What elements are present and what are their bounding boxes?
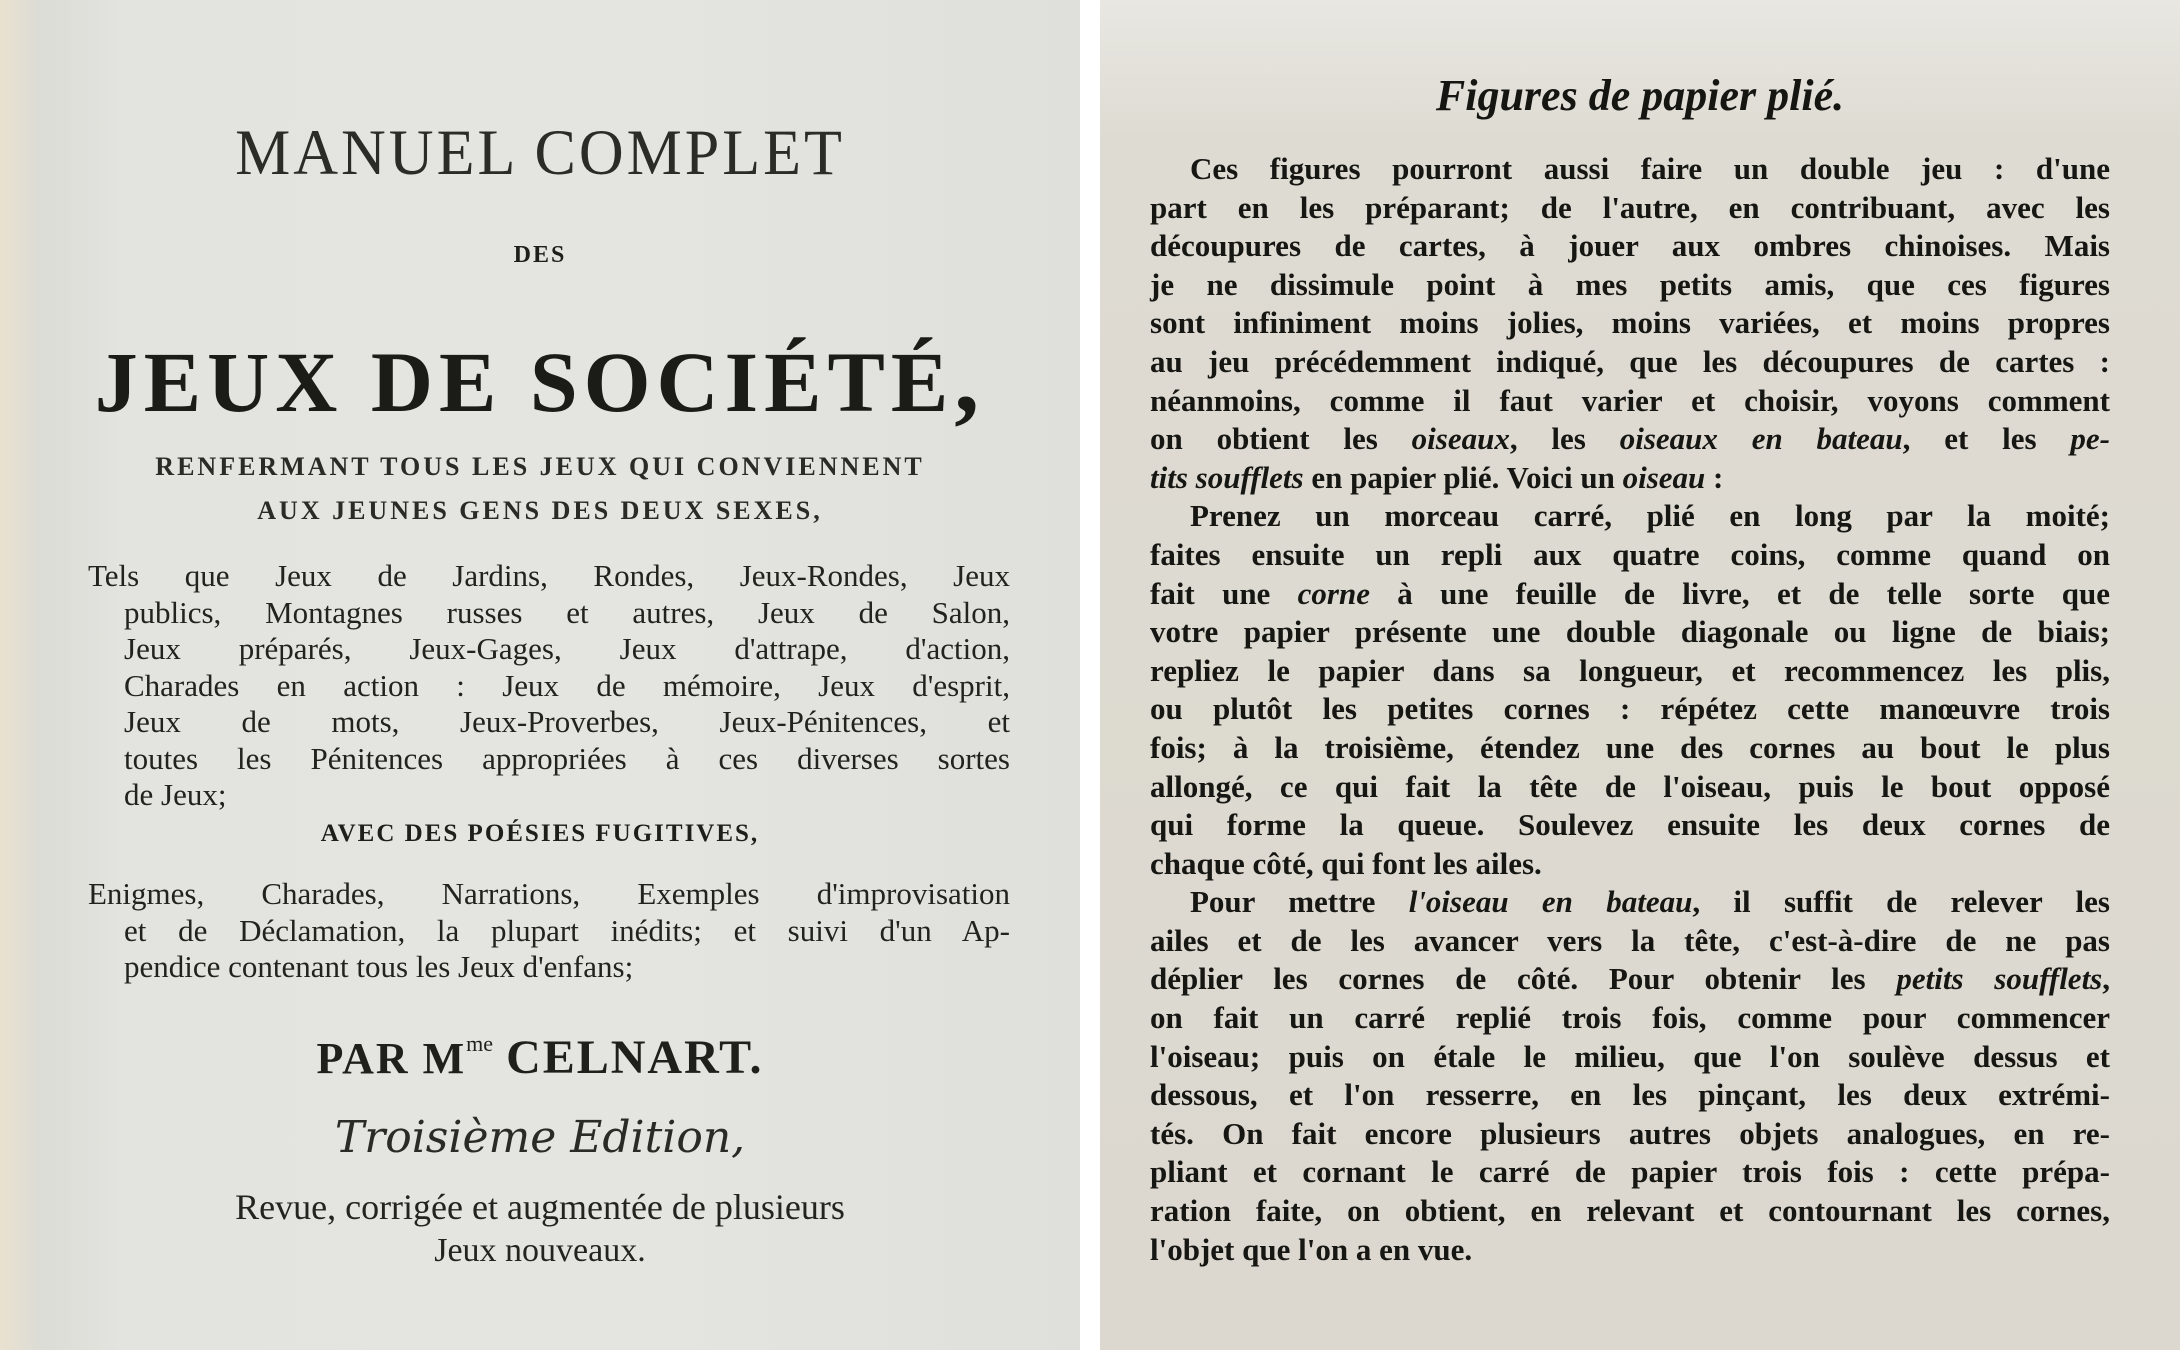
avec-poesies-line: AVEC DES POÉSIES FUGITIVES, [320, 820, 760, 847]
body-line: au jeu précédemment indiqué, que les découpures de cartes : [1150, 343, 2110, 379]
contents-paragraph [88, 558, 1010, 814]
body-line: découpures de cartes, à jouer aux ombres chinoises. Mais [1150, 228, 2110, 264]
enigmes-line: pendice contenant tous les Jeux d'enfans; [124, 949, 634, 984]
body-line: chaque côté, qui font les ailes. [1150, 845, 1542, 881]
italic-term: oiseau [1622, 459, 1706, 495]
italic-term: oiseaux en bateau [1619, 421, 1903, 457]
body-text [1150, 150, 2110, 1269]
page-gutter [1080, 0, 1100, 1350]
contents-line: Charades en action : Jeux de mémoire, Jeux d'esprit, [124, 667, 1010, 703]
author-line [0, 1030, 1080, 1085]
body-line: je ne dissimule point à mes petits amis, que ces figures [1150, 266, 2110, 302]
edition-line: Troisième Edition, [334, 1112, 746, 1163]
contents-line: publics, Montagnes russes et autres, Jeux de Salon, [124, 594, 1010, 630]
body-line: faites ensuite un repli aux quatre coins, comme quand on [1150, 536, 2110, 572]
contents-line: Jeux de mots, Jeux-Proverbes, Jeux-Pénitences, et [124, 704, 1010, 739]
body-line: pliant et cornant le carré de papier trois fois : cette prépa- [1150, 1154, 2110, 1190]
body-line: votre papier présente une double diagonale ou ligne de biais; [1150, 614, 2110, 650]
body-line: néanmoins, comme il faut varier et choisir, voyons comment [1150, 382, 2110, 418]
title-main-text: JEUX DE SOCIÉTÉ [94, 334, 955, 430]
body-line: ailes et de les avancer vers la tête, c'est-à-dire de ne pas [1150, 922, 2110, 958]
italic-term: corne [1297, 575, 1370, 611]
title-main-punct: , [954, 322, 986, 433]
contents-line: de Jeux; [124, 777, 227, 812]
author-prefix: PAR M [316, 1034, 467, 1083]
author-title-sup: me [466, 1031, 494, 1056]
body-line: qui forme la queue. Soulevez ensuite les deux cornes de [1150, 807, 2110, 843]
left-page-title-page [0, 0, 1080, 1350]
subtitle-line-2: AUX JEUNES GENS DES DEUX SEXES, [257, 496, 823, 525]
italic-term: oiseaux [1411, 421, 1510, 457]
right-page-body-text [1100, 0, 2180, 1350]
subtitle-line-1: RENFERMANT TOUS LES JEUX QUI CONVIENNENT [155, 452, 925, 481]
body-line: tits soufflets en papier plié. Voici un oiseau : [1150, 459, 1724, 495]
body-line: fait une corne à une feuille de livre, et de telle sorte que [1150, 575, 2110, 611]
body-line: repliez le papier dans sa longueur, et recommencez les plis, [1150, 652, 2110, 688]
body-line: l'objet que l'on a en vue. [1150, 1231, 1473, 1267]
body-line: Pour mettre l'oiseau en bateau, il suffit de relever les [1190, 884, 2110, 920]
italic-term: tits soufflets [1150, 459, 1304, 495]
section-heading: Figures de papier plié. [1435, 71, 1845, 120]
body-line: tés. On fait encore plusieurs autres objets analogues, en re- [1150, 1115, 2110, 1151]
body-line: fois; à la troisième, étendez une des cornes au bout le plus [1150, 729, 2110, 765]
body-line: ration faite, on obtient, en relevant et contournant les cornes, [1150, 1193, 2110, 1229]
enigmes-line: Enigmes, Charades, Narrations, Exemples d'improvisation [88, 876, 1010, 911]
body-line: Ces figures pourront aussi faire un double jeu : d'une [1190, 151, 2110, 186]
revision-line-1: Revue, corrigée et augmentée de plusieurs [235, 1187, 845, 1227]
enigmes-paragraph [88, 876, 1010, 986]
body-line: on obtient les oiseaux, les oiseaux en bateau, et les pe- [1150, 421, 2110, 457]
italic-term: petits soufflets [1896, 961, 2103, 997]
revision-line-2: Jeux nouveaux. [434, 1232, 646, 1269]
title-des: DES [513, 242, 567, 268]
contents-line: Tels que Jeux de Jardins, Rondes, Jeux-Rondes, Jeux [88, 558, 1010, 593]
author-name: CELNART. [506, 1031, 764, 1084]
italic-term: l'oiseau en bateau [1408, 884, 1693, 920]
body-line: ou plutôt les petites cornes : répétez cette manœuvre trois [1150, 691, 2110, 727]
enigmes-line: et de Déclamation, la plupart inédits; et suivi d'un Ap- [124, 912, 1010, 948]
body-line: on fait un carré replié trois fois, comme pour commencer [1150, 1000, 2110, 1036]
body-line: part en les préparant; de l'autre, en contribuant, avec les [1150, 189, 2110, 225]
body-line: allongé, ce qui fait la tête de l'oiseau, puis le bout opposé [1150, 768, 2110, 804]
body-line: l'oiseau; puis on étale le milieu, que l'on soulève dessus et [1150, 1038, 2110, 1074]
body-line: déplier les cornes de côté. Pour obtenir les petits soufflets, [1150, 961, 2110, 997]
body-line: sont infiniment moins jolies, moins variées, et moins propres [1150, 305, 2110, 341]
body-line: Prenez un morceau carré, plié en long par la moité; [1190, 498, 2110, 534]
italic-term: pe- [2070, 421, 2110, 457]
contents-line: toutes les Pénitences appropriées à ces diverses sortes [124, 740, 1010, 776]
body-line: dessous, et l'on resserre, en les pinçant, les deux extrémi- [1150, 1077, 2110, 1113]
contents-line: Jeux préparés, Jeux-Gages, Jeux d'attrape, d'action, [124, 631, 1010, 666]
title-manuel-complet: MANUEL COMPLET [235, 117, 845, 189]
title-jeux-de-societe [0, 320, 1080, 435]
